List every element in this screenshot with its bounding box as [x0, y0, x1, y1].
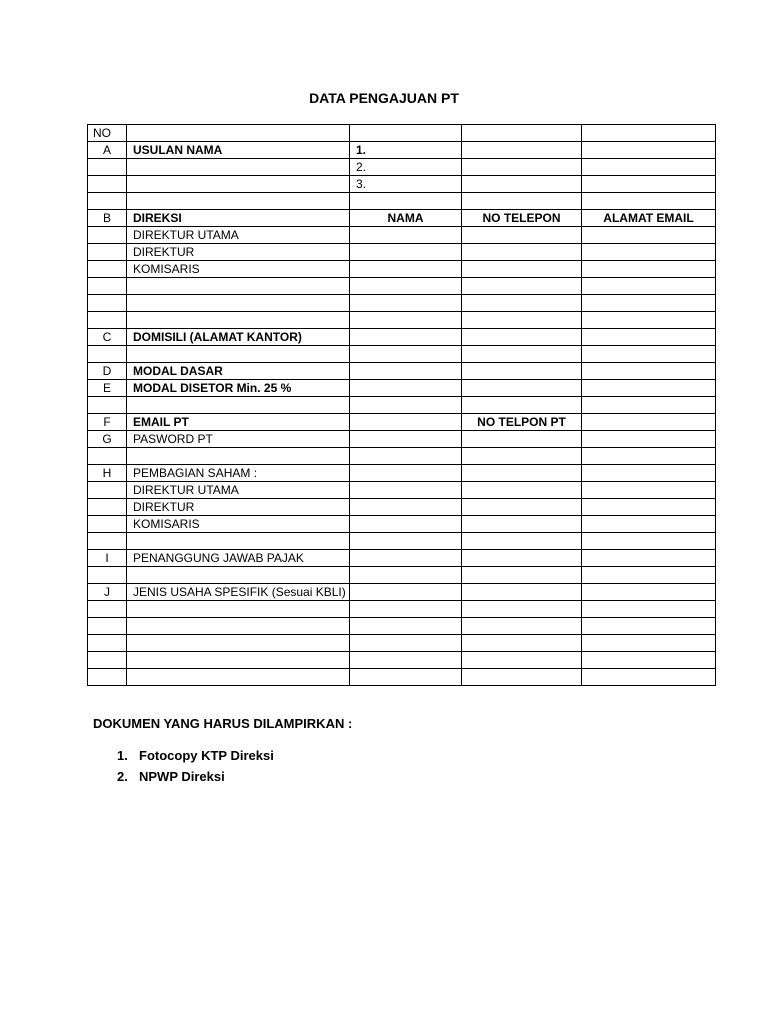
table-cell: MODAL DASAR — [127, 363, 350, 380]
table-row — [88, 516, 716, 533]
documents-heading: DOKUMEN YANG HARUS DILAMPIRKAN : — [93, 716, 353, 731]
table-cell: C — [88, 329, 127, 346]
table-cell — [582, 244, 716, 261]
table-cell — [462, 669, 582, 686]
table-cell — [582, 278, 716, 295]
table-cell — [462, 601, 582, 618]
table-cell — [462, 516, 582, 533]
table-cell — [582, 465, 716, 482]
table-cell: KOMISARIS — [127, 261, 350, 278]
table-cell — [127, 533, 350, 550]
table-cell: KOMISARIS — [127, 516, 350, 533]
table-cell: DIREKTUR — [127, 499, 350, 516]
page-title: DATA PENGAJUAN PT — [309, 90, 459, 106]
table-row — [88, 278, 716, 295]
table-cell — [350, 346, 462, 363]
table-cell — [350, 499, 462, 516]
table-cell: NO TELEPON — [462, 210, 582, 227]
table-cell — [582, 550, 716, 567]
table-row — [88, 652, 716, 669]
table-cell — [350, 584, 462, 601]
table-cell — [88, 567, 127, 584]
application-form-table — [87, 124, 716, 686]
table-cell: NO — [88, 125, 127, 142]
table-cell — [462, 312, 582, 329]
table-cell — [582, 363, 716, 380]
table-cell — [582, 584, 716, 601]
table-cell — [462, 227, 582, 244]
table-cell — [88, 482, 127, 499]
table-cell: DIREKTUR UTAMA — [127, 482, 350, 499]
list-number: 1. — [117, 748, 128, 763]
table-cell: 1. — [350, 142, 462, 159]
table-cell: ALAMAT EMAIL — [582, 210, 716, 227]
list-text: Fotocopy KTP Direksi — [139, 748, 274, 763]
table-cell — [127, 176, 350, 193]
table-cell — [350, 312, 462, 329]
table-cell — [582, 431, 716, 448]
table-cell — [350, 227, 462, 244]
table-cell — [462, 142, 582, 159]
table-cell — [462, 125, 582, 142]
table-cell — [88, 533, 127, 550]
table-cell — [350, 278, 462, 295]
table-cell — [350, 295, 462, 312]
table-cell: NAMA — [350, 210, 462, 227]
table-cell: JENIS USAHA SPESIFIK (Sesuai KBLI) — [127, 584, 350, 601]
table-cell — [88, 244, 127, 261]
table-cell — [462, 431, 582, 448]
table-cell — [582, 482, 716, 499]
table-cell — [350, 635, 462, 652]
table-row — [88, 193, 716, 210]
table-cell: 2. — [350, 159, 462, 176]
table-cell — [582, 125, 716, 142]
table-cell — [462, 261, 582, 278]
table-row — [88, 533, 716, 550]
table-cell — [350, 125, 462, 142]
table-cell — [127, 618, 350, 635]
table-cell — [350, 414, 462, 431]
table-row — [88, 465, 716, 482]
table-row — [88, 380, 716, 397]
table-cell — [462, 346, 582, 363]
table-cell: D — [88, 363, 127, 380]
table-cell — [127, 312, 350, 329]
table-cell — [127, 669, 350, 686]
table-cell — [88, 516, 127, 533]
table-cell — [462, 397, 582, 414]
table-row — [88, 567, 716, 584]
table-row — [88, 618, 716, 635]
table-cell — [582, 669, 716, 686]
table-cell — [350, 329, 462, 346]
table-cell — [127, 193, 350, 210]
table-cell — [582, 261, 716, 278]
table-cell — [350, 550, 462, 567]
table-cell — [88, 618, 127, 635]
table-row — [88, 499, 716, 516]
table-cell — [462, 499, 582, 516]
table-cell — [350, 601, 462, 618]
table-cell — [350, 431, 462, 448]
table-cell — [582, 414, 716, 431]
table-cell — [88, 227, 127, 244]
table-cell — [350, 380, 462, 397]
table-cell: EMAIL PT — [127, 414, 350, 431]
table-cell — [582, 159, 716, 176]
table-cell — [127, 448, 350, 465]
table-cell — [582, 397, 716, 414]
table-cell — [350, 465, 462, 482]
table-cell — [88, 312, 127, 329]
table-row — [88, 346, 716, 363]
table-cell: 3. — [350, 176, 462, 193]
table-cell — [350, 618, 462, 635]
table-cell — [127, 295, 350, 312]
table-cell — [462, 448, 582, 465]
table-cell — [582, 193, 716, 210]
table-cell — [582, 635, 716, 652]
table-cell: J — [88, 584, 127, 601]
table-row — [88, 584, 716, 601]
table-cell — [88, 261, 127, 278]
table-cell — [88, 176, 127, 193]
table-cell — [127, 159, 350, 176]
table-cell — [582, 652, 716, 669]
table-cell — [462, 533, 582, 550]
table-cell — [462, 380, 582, 397]
table-cell — [462, 193, 582, 210]
table-cell — [582, 380, 716, 397]
table-row — [88, 159, 716, 176]
table-cell — [462, 295, 582, 312]
table-cell — [88, 278, 127, 295]
table-cell — [88, 448, 127, 465]
table-cell — [462, 159, 582, 176]
table-cell — [350, 567, 462, 584]
table-cell — [582, 142, 716, 159]
table-cell — [127, 635, 350, 652]
table-cell — [582, 227, 716, 244]
table-cell: DIREKSI — [127, 210, 350, 227]
table-cell — [350, 533, 462, 550]
table-cell — [462, 244, 582, 261]
table-cell — [350, 482, 462, 499]
table-cell — [350, 261, 462, 278]
table-cell — [127, 567, 350, 584]
table-row — [88, 142, 716, 159]
table-cell — [462, 278, 582, 295]
table-cell — [462, 652, 582, 669]
table-cell — [582, 346, 716, 363]
table-cell — [127, 125, 350, 142]
table-cell — [462, 584, 582, 601]
table-row — [88, 482, 716, 499]
table-row — [88, 601, 716, 618]
table-cell — [350, 669, 462, 686]
table-cell: E — [88, 380, 127, 397]
table-cell — [350, 652, 462, 669]
table-cell — [350, 516, 462, 533]
table-cell — [350, 244, 462, 261]
table-row — [88, 669, 716, 686]
table-row — [88, 261, 716, 278]
table-cell: USULAN NAMA — [127, 142, 350, 159]
list-number: 2. — [117, 769, 128, 784]
table-cell: DIREKTUR — [127, 244, 350, 261]
table-cell — [462, 550, 582, 567]
table-cell: H — [88, 465, 127, 482]
table-cell — [88, 397, 127, 414]
table-row — [88, 295, 716, 312]
table-cell — [88, 669, 127, 686]
table-cell — [582, 601, 716, 618]
table-cell — [582, 448, 716, 465]
table-cell — [462, 618, 582, 635]
table-cell — [88, 346, 127, 363]
table-cell — [582, 533, 716, 550]
table-cell — [88, 295, 127, 312]
table-cell — [462, 465, 582, 482]
table-cell — [582, 176, 716, 193]
table-cell: G — [88, 431, 127, 448]
table-cell — [88, 635, 127, 652]
documents-list-item — [117, 768, 274, 789]
table-cell — [462, 176, 582, 193]
table-cell — [582, 567, 716, 584]
table-cell — [582, 329, 716, 346]
table-cell — [462, 567, 582, 584]
table-cell — [350, 448, 462, 465]
table-row — [88, 397, 716, 414]
table-cell — [350, 397, 462, 414]
table-cell — [88, 193, 127, 210]
table-cell — [462, 482, 582, 499]
table-cell: F — [88, 414, 127, 431]
table-cell — [582, 618, 716, 635]
table-cell — [127, 397, 350, 414]
documents-list-item — [117, 747, 274, 768]
table-cell: I — [88, 550, 127, 567]
table-cell — [88, 601, 127, 618]
table-cell: DIREKTUR UTAMA — [127, 227, 350, 244]
table-row — [88, 329, 716, 346]
table-cell: PENANGGUNG JAWAB PAJAK — [127, 550, 350, 567]
table-cell — [582, 516, 716, 533]
table-row — [88, 244, 716, 261]
table-row — [88, 448, 716, 465]
table-cell: MODAL DISETOR Min. 25 % — [127, 380, 350, 397]
table-cell: PEMBAGIAN SAHAM : — [127, 465, 350, 482]
table-cell — [582, 295, 716, 312]
table-cell — [582, 312, 716, 329]
table-row — [88, 227, 716, 244]
table-row — [88, 125, 716, 142]
table-row — [88, 431, 716, 448]
table-row — [88, 635, 716, 652]
table-cell — [127, 278, 350, 295]
table-cell: A — [88, 142, 127, 159]
table-cell — [88, 499, 127, 516]
table-row — [88, 414, 716, 431]
table-row — [88, 550, 716, 567]
table-row — [88, 312, 716, 329]
table-cell — [127, 652, 350, 669]
table-cell: DOMISILI (ALAMAT KANTOR) — [127, 329, 350, 346]
table-cell — [582, 499, 716, 516]
table-row — [88, 210, 716, 227]
list-text: NPWP Direksi — [139, 769, 225, 784]
table-cell — [127, 601, 350, 618]
table-cell — [462, 363, 582, 380]
table-row — [88, 363, 716, 380]
table-cell: PASWORD PT — [127, 431, 350, 448]
table-row — [88, 176, 716, 193]
table-cell: NO TELPON PT — [462, 414, 582, 431]
table-cell — [350, 363, 462, 380]
table-cell — [127, 346, 350, 363]
table-cell — [88, 652, 127, 669]
table-cell — [88, 159, 127, 176]
table-cell — [462, 635, 582, 652]
table-cell — [462, 329, 582, 346]
table-cell: B — [88, 210, 127, 227]
documents-list — [117, 747, 274, 789]
table-cell — [350, 193, 462, 210]
